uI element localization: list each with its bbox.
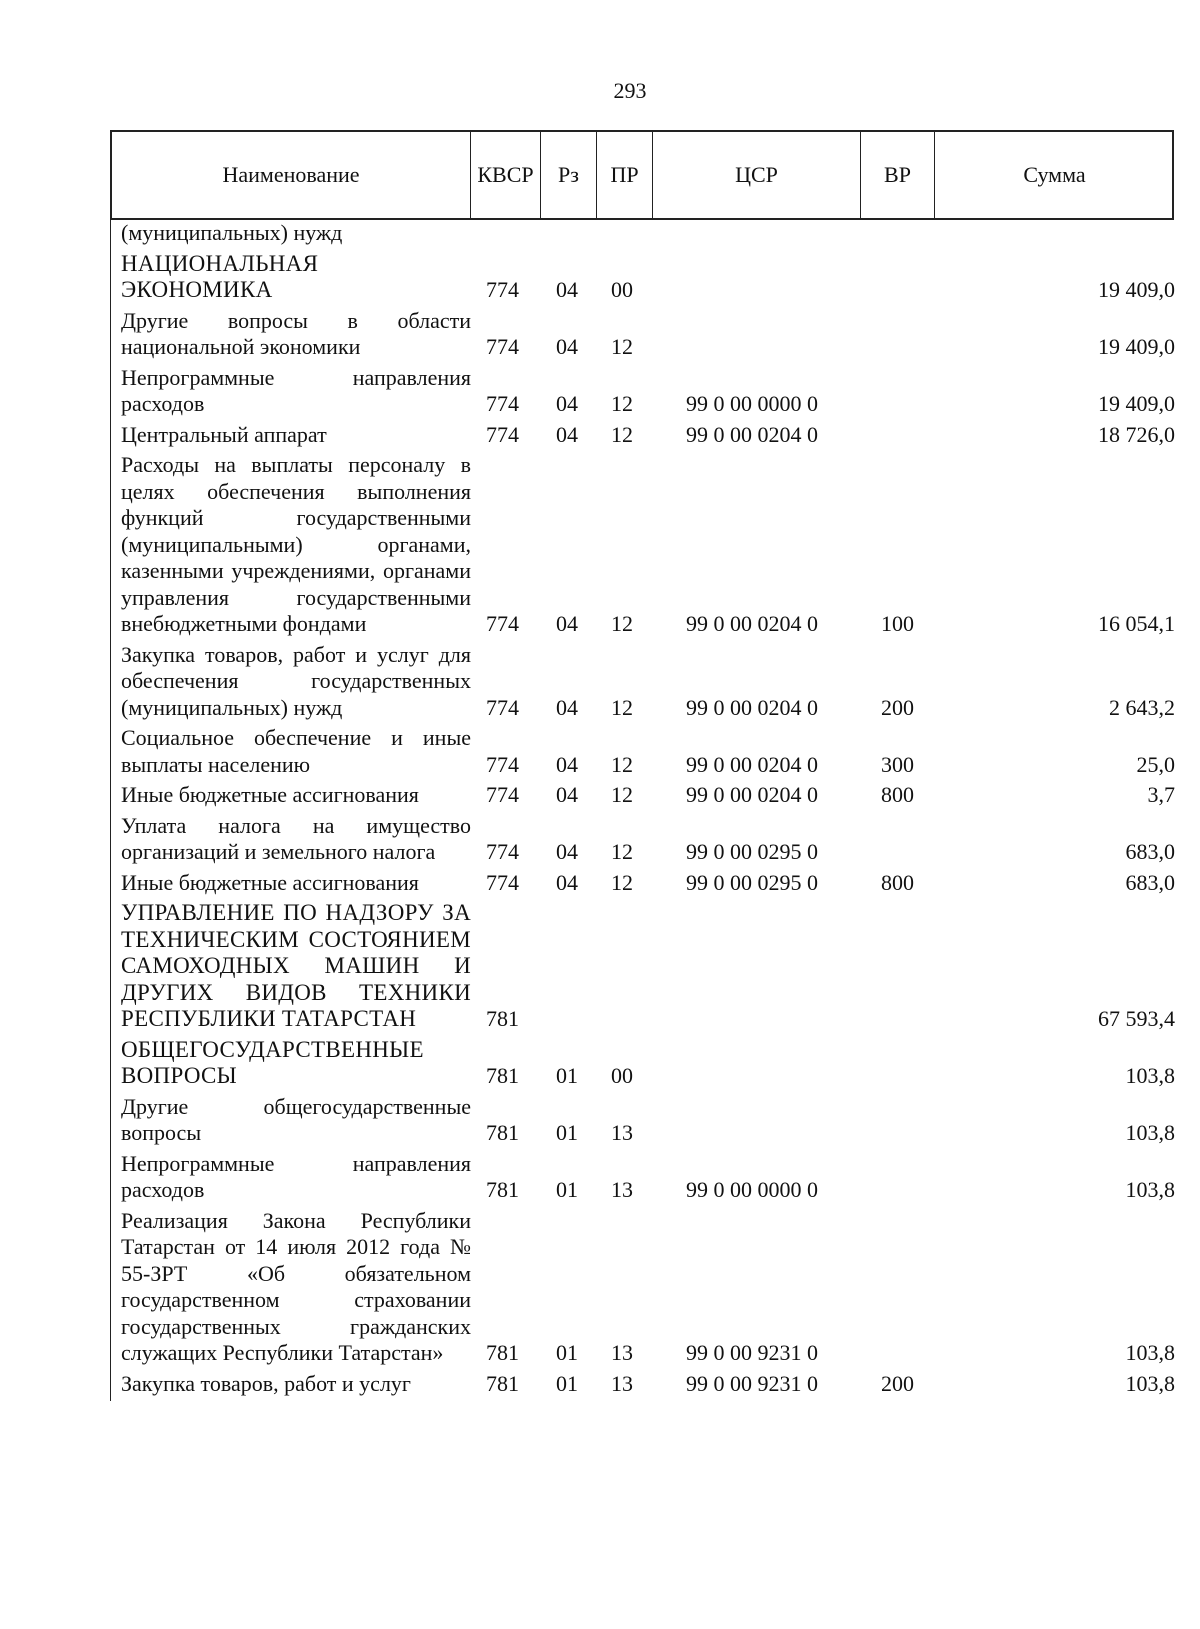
cell-pr: 12 [611,611,633,636]
cell-name: Иные бюджетные ассигнования [121,782,419,807]
cell-kvsr: 781 [486,1177,519,1202]
table-row [111,1208,1175,1367]
column-header-sum: Сумма [934,132,1174,218]
cell-rz: 04 [556,839,578,864]
cell-pr: 12 [611,334,633,359]
cell-csr: 99 0 00 0204 0 [686,611,818,636]
cell-sum: 103,8 [1125,1120,1175,1145]
column-header-kvsr: КВСР [470,132,540,218]
cell-name: Центральный аппарат [121,421,327,447]
cell-pr: 13 [611,1120,633,1145]
cell-rz: 04 [556,782,578,807]
cell-name: Реализация Закона Республики Татарстан от 14 июля 2012 года № 55-ЗРТ «Об обязательном государственном страховании государственных гражданских служащих Республики Татарстан» [121,1207,471,1365]
cell-kvsr: 774 [486,751,519,777]
cell-kvsr: 774 [486,839,519,864]
cell-rz: 01 [556,1120,578,1145]
cell-sum: 103,8 [1125,1370,1175,1396]
cell-pr: 12 [611,869,633,895]
cell-name: ОБЩЕГОСУДАРСТВЕННЫЕ ВОПРОСЫ [121,1036,424,1088]
cell-csr: 99 0 00 9231 0 [686,1340,818,1365]
cell-pr: 12 [611,694,633,720]
column-header-pr: ПР [596,132,652,218]
cell-name: Закупка товаров, работ и услуг для обеспечения государственных (муниципальных) нужд [121,641,471,720]
cell-name: Социальное обеспечение и иные выплаты населению [121,725,471,777]
cell-vr: 200 [881,694,914,720]
table-row [111,365,1175,418]
cell-kvsr: 774 [486,694,519,720]
cell-pr: 12 [611,751,633,777]
cell-kvsr: 774 [486,869,519,895]
cell-kvsr: 781 [486,1063,519,1088]
cell-vr: 800 [881,782,914,807]
cell-rz: 04 [556,277,578,302]
cell-rz: 01 [556,1177,578,1202]
cell-kvsr: 774 [486,611,519,636]
cell-pr: 13 [611,1340,633,1365]
cell-kvsr: 781 [486,1370,519,1396]
cell-pr: 00 [611,1063,633,1088]
cell-kvsr: 774 [486,782,519,807]
cell-rz: 04 [556,334,578,359]
cell-vr: 800 [881,869,914,895]
table-row [111,1151,1175,1204]
table-row [111,308,1175,361]
cell-rz: 01 [556,1340,578,1365]
cell-sum: 103,8 [1125,1063,1175,1088]
cell-csr: 99 0 00 0204 0 [686,782,818,807]
cell-name: НАЦИОНАЛЬНАЯ ЭКОНОМИКА [121,250,319,302]
cell-sum: 25,0 [1136,751,1175,777]
cell-pr: 00 [611,277,633,302]
cell-name: Другие общегосударственные вопросы [121,1093,471,1145]
table-row [111,220,1175,247]
table-row [111,900,1175,1033]
cell-sum: 19 409,0 [1098,277,1175,302]
cell-rz: 04 [556,694,578,720]
column-header-rz: Рз [540,132,596,218]
cell-sum: 103,8 [1125,1340,1175,1365]
cell-name: Расходы на выплаты персоналу в целях обеспечения выполнения функций государственными (муниципальными) органами, казенными учреждениями, органами управления государственными внебюджетными фондами [121,452,471,636]
cell-csr: 99 0 00 0204 0 [686,694,818,720]
cell-sum: 2 643,2 [1109,694,1175,720]
table-row [111,725,1175,778]
cell-csr: 99 0 00 0295 0 [686,839,818,864]
cell-kvsr: 774 [486,334,519,359]
cell-name: Иные бюджетные ассигнования [121,869,419,895]
table-row [111,642,1175,722]
column-header-name: Наименование [222,162,360,187]
cell-name: Непрограммные направления расходов [121,364,471,416]
cell-rz: 04 [556,751,578,777]
table-header [110,130,1174,220]
cell-sum: 19 409,0 [1098,391,1175,416]
column-header-csr: ЦСР [652,132,860,218]
cell-pr: 12 [611,421,633,447]
cell-sum: 18 726,0 [1098,421,1175,447]
cell-csr: 99 0 00 0204 0 [686,421,818,447]
cell-csr: 99 0 00 0204 0 [686,751,818,777]
cell-kvsr: 781 [486,1006,519,1031]
cell-sum: 103,8 [1125,1177,1175,1202]
table-row [111,1094,1175,1147]
cell-name: Уплата налога на имущество организаций и земельного налога [121,812,471,864]
cell-rz: 04 [556,421,578,447]
cell-rz: 04 [556,611,578,636]
cell-name: (муниципальных) нужд [121,220,343,245]
cell-csr: 99 0 00 0295 0 [686,869,818,895]
cell-kvsr: 774 [486,421,519,447]
cell-rz: 01 [556,1370,578,1396]
cell-vr: 100 [881,611,914,636]
cell-sum: 16 054,1 [1098,611,1175,636]
table-row [111,813,1175,866]
cell-rz: 01 [556,1063,578,1088]
cell-sum: 67 593,4 [1098,1006,1175,1031]
table-row [111,870,1175,897]
column-header-vr: ВР [860,132,934,218]
cell-rz: 04 [556,869,578,895]
cell-vr: 300 [881,751,914,777]
cell-csr: 99 0 00 0000 0 [686,391,818,416]
cell-pr: 13 [611,1370,633,1396]
cell-name: Другие вопросы в области национальной экономики [121,307,471,359]
table-body [110,220,1175,1401]
cell-rz: 04 [556,391,578,416]
cell-pr: 12 [611,391,633,416]
cell-name: УПРАВЛЕНИЕ ПО НАДЗОРУ ЗА ТЕХНИЧЕСКИМ СОСТОЯНИЕМ САМОХОДНЫХ МАШИН И ДРУГИХ ВИДОВ ТЕХНИКИ РЕСПУБЛИКИ ТАТАРСТАН [121,900,471,1031]
cell-kvsr: 781 [486,1120,519,1145]
table-row [111,782,1175,809]
cell-sum: 19 409,0 [1098,334,1175,359]
cell-kvsr: 774 [486,277,519,302]
cell-pr: 12 [611,782,633,807]
cell-sum: 683,0 [1125,839,1175,864]
table-row [111,452,1175,638]
cell-name: Непрограммные направления расходов [121,1150,471,1202]
page-number: 293 [613,78,647,103]
cell-csr: 99 0 00 9231 0 [686,1370,818,1396]
cell-pr: 13 [611,1177,633,1202]
cell-sum: 683,0 [1125,869,1175,895]
cell-pr: 12 [611,839,633,864]
cell-kvsr: 774 [486,391,519,416]
table-row [111,422,1175,449]
cell-sum: 3,7 [1147,782,1175,807]
cell-csr: 99 0 00 0000 0 [686,1177,818,1202]
cell-kvsr: 781 [486,1340,519,1365]
cell-vr: 200 [881,1370,914,1396]
cell-name: Закупка товаров, работ и услуг [121,1370,411,1396]
table-row [111,1037,1175,1090]
table-row [111,251,1175,304]
table-row [111,1371,1175,1398]
